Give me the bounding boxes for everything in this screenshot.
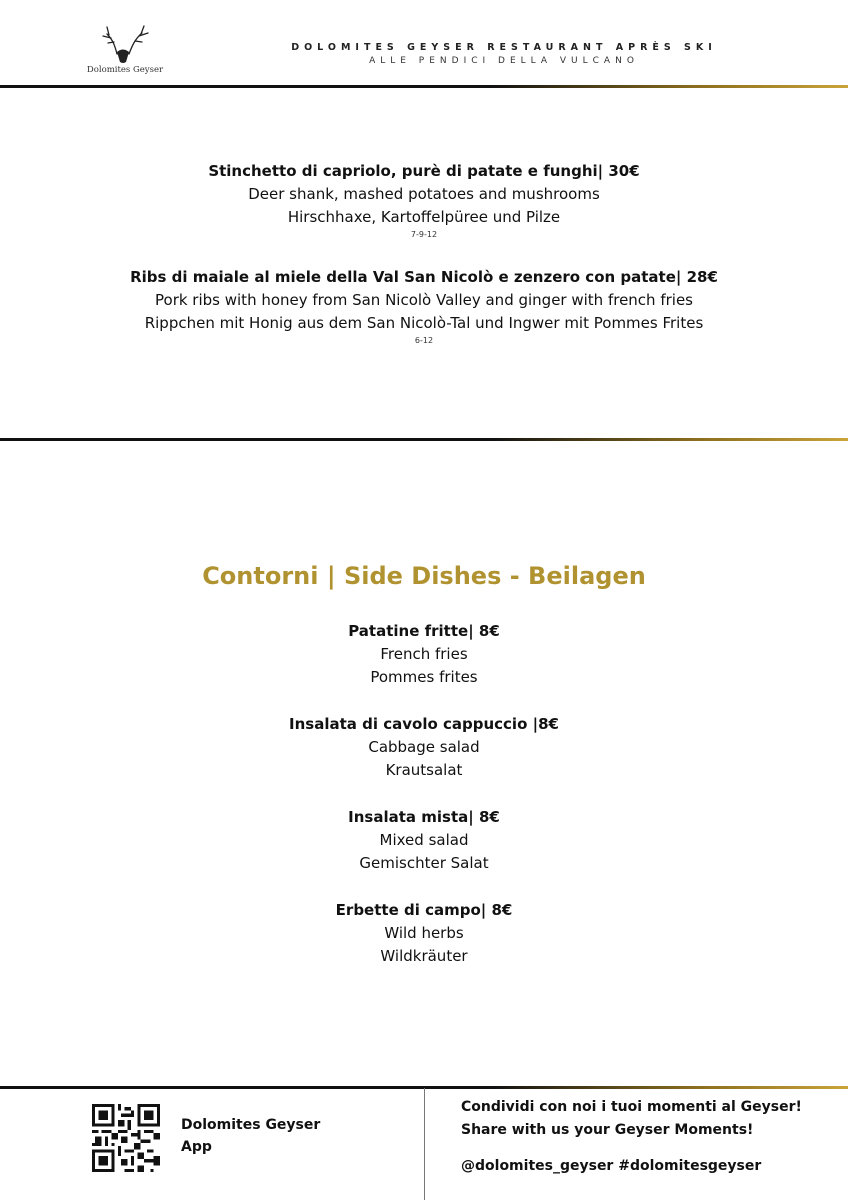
footer-vertical-divider — [424, 1088, 425, 1200]
dish-german: Wildkräuter — [380, 947, 468, 965]
dish-english: Pork ribs with honey from San Nicolò Valley and ginger with french fries — [155, 291, 693, 309]
dish-name: Ribs di maiale al miele della Val San Nicolò e zenzero con patate| 28€ — [130, 268, 718, 286]
dish-english: Mixed salad — [379, 831, 469, 849]
dish-german: Pommes frites — [370, 668, 478, 686]
dish-name: Insalata mista| 8€ — [348, 808, 500, 826]
dish-english: Deer shank, mashed potatoes and mushrooms — [248, 185, 600, 203]
logo-text: Dolomites Geyser — [86, 65, 164, 75]
dish-name: Erbette di campo| 8€ — [335, 901, 513, 919]
app-name-line2: App — [181, 1139, 212, 1155]
logo — [84, 24, 166, 80]
side-dish-fries — [0, 620, 848, 689]
share-message-english: Share with us your Geyser Moments! — [461, 1122, 754, 1138]
share-message-italian: Condividi con noi i tuoi momenti al Geyser! — [461, 1099, 802, 1115]
dish-name: Insalata di cavolo cappuccio |8€ — [289, 715, 559, 733]
qr-code-icon[interactable] — [92, 1104, 160, 1172]
dish-name: Stinchetto di capriolo, purè di patate e funghi| 30€ — [208, 162, 640, 180]
dish-name: Patatine fritte| 8€ — [348, 622, 500, 640]
app-name[interactable] — [181, 1114, 331, 1158]
section-title-side-dishes: Contorni | Side Dishes - Beilagen — [202, 562, 646, 590]
share-message — [461, 1096, 802, 1142]
header-subtitle: ALLE PENDICI DELLA VULCANO — [369, 56, 639, 66]
dish-german: Gemischter Salat — [359, 854, 489, 872]
dish-english: Wild herbs — [384, 924, 464, 942]
section-divider — [0, 438, 848, 441]
dish-pork-ribs — [0, 266, 848, 347]
side-dish-wild-herbs — [0, 899, 848, 968]
side-dish-mixed-salad — [0, 806, 848, 875]
app-name-line1: Dolomites Geyser — [181, 1117, 321, 1133]
social-handles[interactable]: @dolomites_geyser #dolomitesgeyser — [461, 1158, 762, 1174]
dish-german: Rippchen mit Honig aus dem San Nicolò-Tal und Ingwer mit Pommes Frites — [144, 314, 704, 332]
header-title: DOLOMITES GEYSER RESTAURANT APRÈS SKI — [291, 42, 717, 53]
dish-english: Cabbage salad — [368, 738, 480, 756]
dish-allergens: 7-9-12 — [410, 230, 438, 239]
dish-german: Hirschhaxe, Kartoffelpüree und Pilze — [287, 208, 561, 226]
dish-deer-shank — [0, 160, 848, 241]
dish-allergens: 6-12 — [414, 336, 434, 345]
deer-head-icon — [95, 24, 155, 64]
header-divider — [0, 85, 848, 88]
dish-german: Krautsalat — [385, 761, 463, 779]
side-dish-cabbage-salad — [0, 713, 848, 782]
dish-english: French fries — [380, 645, 468, 663]
